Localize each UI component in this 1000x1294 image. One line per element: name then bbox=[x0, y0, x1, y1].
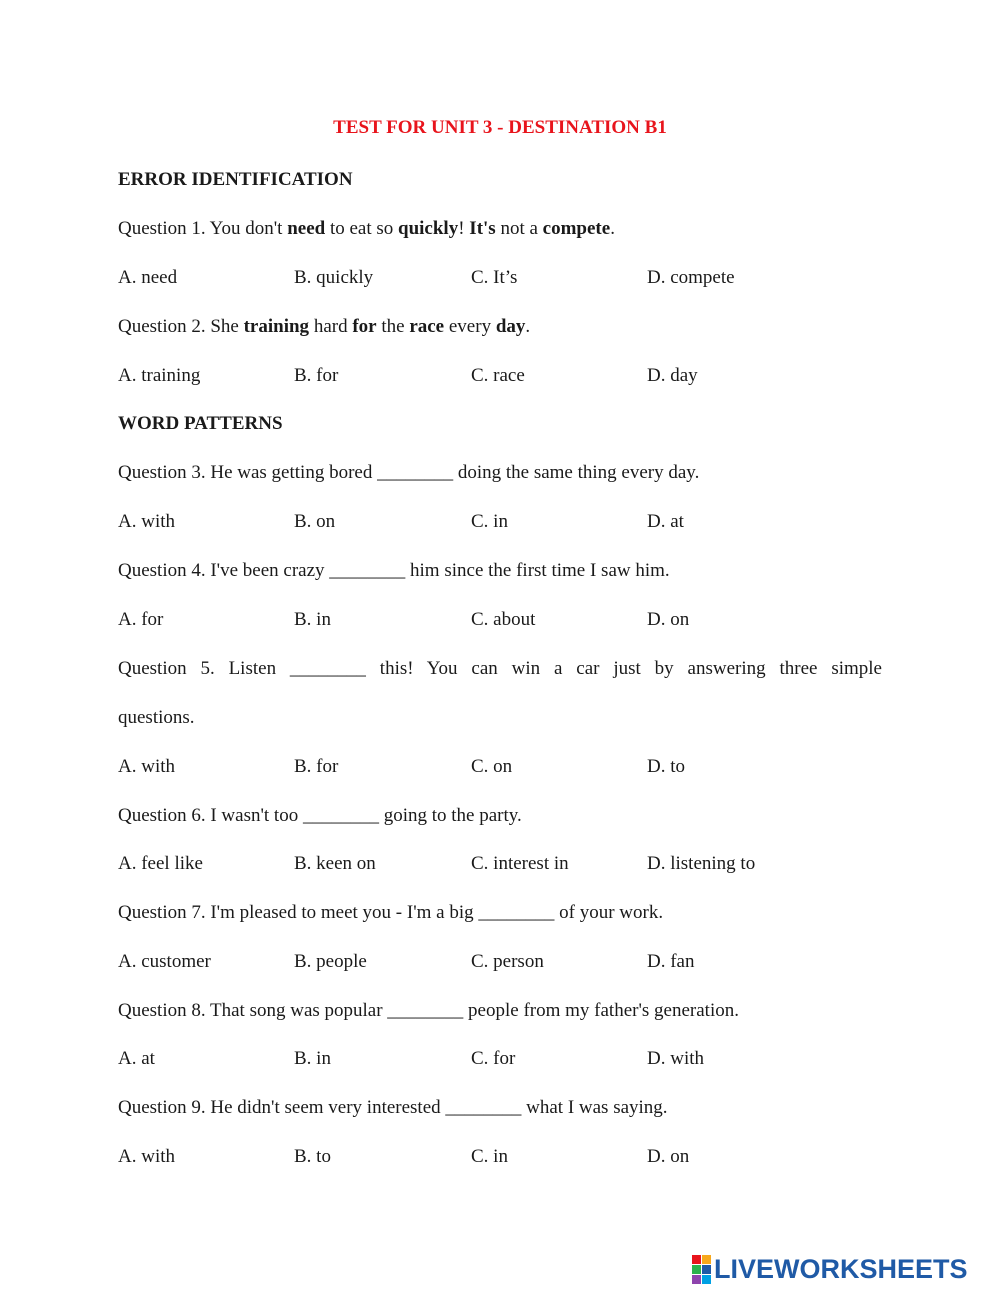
option-c[interactable]: C. in bbox=[471, 511, 508, 532]
target-word: need bbox=[287, 218, 326, 239]
question-5-stem: Question 5. Listen ________ this! You can win a car just by answering three simple bbox=[118, 658, 882, 679]
option-b[interactable]: B. for bbox=[294, 365, 339, 386]
option-d[interactable]: D. on bbox=[647, 1146, 690, 1167]
stem-text: to eat so bbox=[325, 218, 399, 239]
option-a[interactable]: A. with bbox=[118, 1146, 175, 1167]
option-b[interactable]: B. on bbox=[294, 511, 336, 532]
target-word: quickly bbox=[398, 218, 459, 239]
option-d[interactable]: D. to bbox=[647, 756, 685, 777]
question-7-stem: Question 7. I'm pleased to meet you - I'm a big ________ of your work. bbox=[118, 902, 664, 923]
section-heading-error-identification: ERROR IDENTIFICATION bbox=[118, 169, 353, 190]
page-title: TEST FOR UNIT 3 - DESTINATION B1 bbox=[333, 117, 667, 138]
option-a[interactable]: A. customer bbox=[118, 951, 211, 972]
option-b[interactable]: B. in bbox=[294, 609, 331, 630]
option-d[interactable]: D. listening to bbox=[647, 853, 756, 874]
option-c[interactable]: C. about bbox=[471, 609, 536, 630]
option-a[interactable]: A. for bbox=[118, 609, 164, 630]
option-b[interactable]: B. in bbox=[294, 1048, 331, 1069]
option-b[interactable]: B. to bbox=[294, 1146, 331, 1167]
stem-text: the bbox=[376, 316, 410, 337]
stem-text: Question 2. She bbox=[118, 316, 244, 337]
liveworksheets-logo-text: LIVEWORKSHEETS bbox=[714, 1253, 968, 1284]
option-d[interactable]: D. with bbox=[647, 1048, 704, 1069]
option-d[interactable]: D. day bbox=[647, 365, 698, 386]
target-word: It's bbox=[469, 218, 496, 239]
question-2-stem bbox=[118, 315, 882, 339]
question-4-stem: Question 4. I've been crazy ________ him since the first time I saw him. bbox=[118, 560, 670, 581]
question-9-stem: Question 9. He didn't seem very interested ________ what I was saying. bbox=[118, 1097, 668, 1118]
stem-text: ! bbox=[458, 218, 470, 239]
option-c[interactable]: C. race bbox=[471, 365, 525, 386]
target-word: for bbox=[352, 316, 377, 337]
stem-text: . bbox=[525, 316, 531, 337]
option-d[interactable]: D. compete bbox=[647, 267, 735, 288]
option-c[interactable]: C. on bbox=[471, 756, 513, 777]
liveworksheets-logo[interactable] bbox=[692, 1254, 968, 1284]
option-b[interactable]: B. for bbox=[294, 756, 339, 777]
section-heading-word-patterns: WORD PATTERNS bbox=[118, 413, 283, 434]
option-c[interactable]: C. for bbox=[471, 1048, 516, 1069]
stem-text: not a bbox=[495, 218, 543, 239]
question-5-stem-continued: questions. bbox=[118, 707, 195, 728]
option-b[interactable]: B. keen on bbox=[294, 853, 376, 874]
stem-text: Question 1. You don't bbox=[118, 218, 288, 239]
target-word: day bbox=[495, 316, 526, 337]
option-d[interactable]: D. fan bbox=[647, 951, 695, 972]
question-6-stem: Question 6. I wasn't too ________ going to the party. bbox=[118, 805, 522, 826]
target-word: compete bbox=[542, 218, 611, 239]
question-8-stem: Question 8. That song was popular ________ people from my father's generation. bbox=[118, 1000, 739, 1021]
option-b[interactable]: B. quickly bbox=[294, 267, 374, 288]
stem-text: every bbox=[444, 316, 496, 337]
option-a[interactable]: A. training bbox=[118, 365, 201, 386]
option-a[interactable]: A. with bbox=[118, 756, 175, 777]
option-a[interactable]: A. at bbox=[118, 1048, 155, 1069]
option-c[interactable]: C. interest in bbox=[471, 853, 569, 874]
option-d[interactable]: D. on bbox=[647, 609, 690, 630]
option-c[interactable]: C. in bbox=[471, 1146, 508, 1167]
stem-text: . bbox=[610, 218, 615, 239]
option-c[interactable]: C. It’s bbox=[471, 267, 518, 288]
liveworksheets-logo-icon bbox=[692, 1255, 711, 1284]
option-b[interactable]: B. people bbox=[294, 951, 367, 972]
stem-text: hard bbox=[309, 316, 353, 337]
option-d[interactable]: D. at bbox=[647, 511, 684, 532]
option-a[interactable]: A. feel like bbox=[118, 853, 203, 874]
target-word: training bbox=[243, 316, 310, 337]
option-a[interactable]: A. need bbox=[118, 267, 178, 288]
option-a[interactable]: A. with bbox=[118, 511, 175, 532]
target-word: race bbox=[409, 316, 445, 337]
question-3-stem: Question 3. He was getting bored ________ doing the same thing every day. bbox=[118, 462, 700, 483]
option-c[interactable]: C. person bbox=[471, 951, 544, 972]
question-1-stem bbox=[118, 217, 882, 241]
